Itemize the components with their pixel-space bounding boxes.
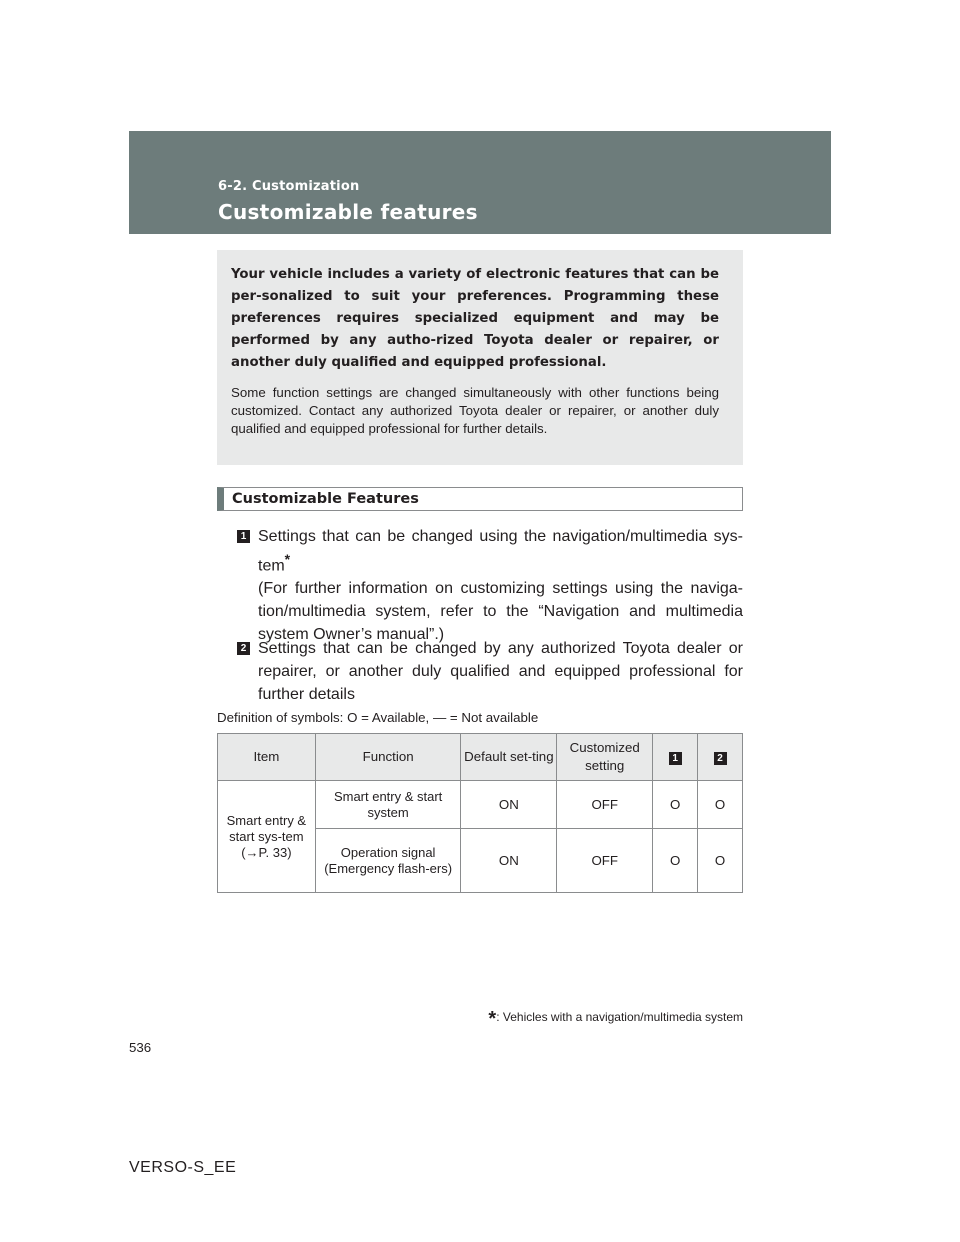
symbol-definition: Definition of symbols: O = Available, — = Not available: [217, 710, 539, 725]
sub-heading: Customizable Features: [217, 487, 743, 511]
customized-cell: OFF: [557, 829, 653, 893]
footnote-text: : Vehicles with a navigation/multimedia system: [496, 1010, 743, 1024]
col1-cell: O: [653, 781, 698, 829]
table-header-row: [218, 734, 743, 781]
header-item: Item: [218, 734, 316, 781]
settings-table: [217, 733, 743, 893]
function-cell: Operation signal (Emergency flash-ers): [315, 829, 461, 893]
header-function: Function: [315, 734, 461, 781]
footnote: [463, 1008, 743, 1031]
page-number: 536: [129, 1040, 152, 1055]
list-item-text: [258, 525, 743, 646]
item-cell: Smart entry & start sys-tem (→P. 33): [218, 781, 316, 893]
page-title: Customizable features: [218, 200, 478, 224]
model-code: VERSO-S_EE: [129, 1159, 237, 1176]
col2-cell: O: [698, 781, 743, 829]
list-item: [237, 637, 743, 706]
function-cell: Smart entry & start system: [315, 781, 461, 829]
col1-cell: O: [653, 829, 698, 893]
customized-cell: OFF: [557, 781, 653, 829]
col2-cell: O: [698, 829, 743, 893]
footnote-star: *: [488, 1008, 497, 1030]
intro-normal-text: Some function settings are changed simultaneously with other functions being customized. Contact any authorized Toyota dealer or repairer, or another duly qualified and equipped professional for further details.: [231, 385, 719, 436]
table-row: [218, 781, 743, 829]
header-customized-setting: Customized setting: [557, 734, 653, 781]
asterisk-mark: *: [284, 551, 291, 567]
list-item-main: Settings that can be changed using the navigation/multimedia sys-tem: [258, 528, 743, 575]
list-item: [237, 525, 743, 646]
section-label: 6-2. Customization: [218, 179, 360, 194]
list-item-text: Settings that can be changed by any authorized Toyota dealer or repairer, or another duly qualified and equipped professional for further details: [258, 640, 743, 703]
header-col-1: [653, 734, 698, 781]
header-col-2: [698, 734, 743, 781]
section-header-band: [129, 131, 831, 234]
intro-bold-text: Your vehicle includes a variety of electronic features that can be per-sonalized to suit your preferences. Programming these preferences requires specialized equipment and may be performed by any autho-rized Toyota dealer or repairer, or another duly qualified and equipped professional.: [231, 267, 719, 370]
number-2-icon: 2: [714, 752, 727, 765]
intro-box: [217, 250, 743, 465]
default-cell: ON: [461, 829, 557, 893]
default-cell: ON: [461, 781, 557, 829]
number-2-icon: 2: [237, 642, 250, 655]
header-default-setting: Default set-ting: [461, 734, 557, 781]
number-1-icon: 1: [669, 752, 682, 765]
number-1-icon: 1: [237, 530, 250, 543]
list-item-note: (For further information on customizing settings using the naviga-tion/multimedia system, refer to the “Navigation and multimedia system Owner’s manual”.): [258, 580, 743, 644]
